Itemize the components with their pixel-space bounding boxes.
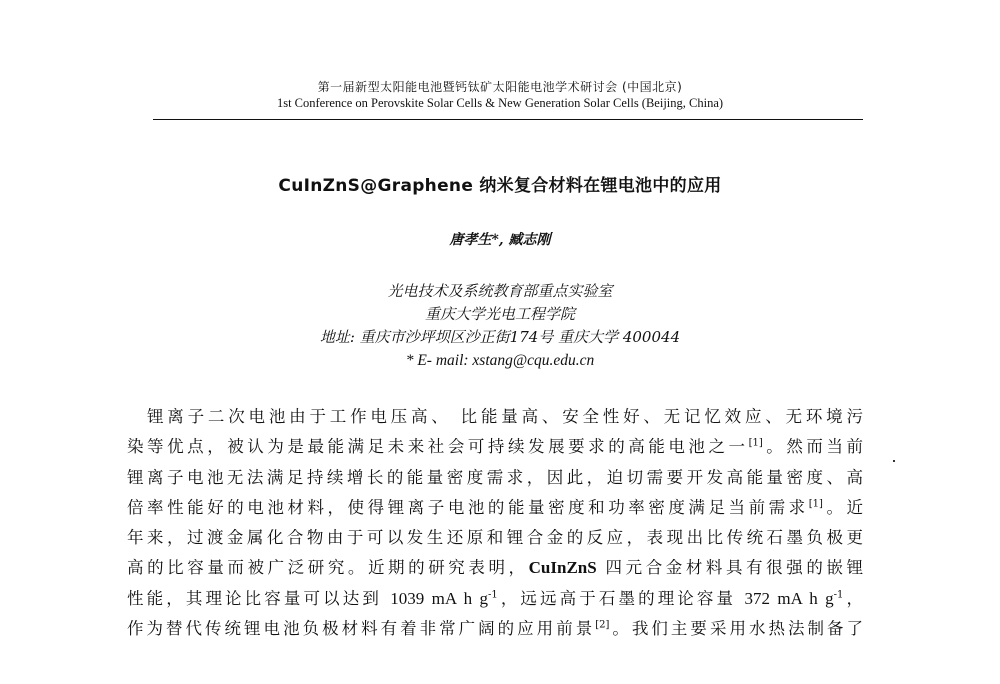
affiliation-school: 重庆大学光电工程学院 [424, 305, 575, 323]
header-rule [153, 119, 863, 120]
body-line: 性能，其理论比容量可以达到 1039 mA h $g^{-1}$，远远高于石墨的理论容量 372 mA h $g^{-1}$， [127, 588, 864, 608]
affiliation-email: * E- mail: xstang@cqu.edu.cn [405, 352, 595, 369]
authors: 唐孝生*, 臧志刚 [449, 232, 551, 248]
conference-name-en: 1st Conference on Perovskite Solar Cells & New Generation Solar Cells (Beijing, China) [276, 96, 724, 110]
citation-ref: [2] [595, 619, 610, 631]
body-line: 年来，过渡金属化合物由于可以发生还原和锂合金的反应，表现出比传统石墨负极更 [127, 528, 863, 548]
affiliation-block [0, 280, 1000, 372]
body-line: 锂离子电池无法满足持续增长的能量密度需求，因此，迫切需要开发高能量密度、高 [127, 467, 863, 487]
citation-ref: [1] [748, 437, 763, 449]
paper-title: CuInZnS@Graphene 纳米复合材料在锂电池中的应用 [278, 176, 722, 196]
scan-speck [893, 460, 895, 462]
abstract-body [127, 402, 863, 644]
body-line: 倍率性能好的电池材料，使得锂离子电池的能量密度和功率密度满足当前需求[1]。近 [127, 497, 864, 517]
body-line: 作为替代传统锂电池负极材料有着非常广阔的应用前景[2]。我们主要采用水热法制备了 [127, 619, 864, 639]
conference-header [0, 78, 1000, 111]
citation-ref: [1] [808, 498, 823, 510]
body-line: 染等优点，被认为是最能满足未来社会可持续发展要求的高能电池之一[1]。然而当前 [127, 437, 864, 457]
body-line: 高的比容量而被广泛研究。近期的研究表明，CuInZnS 四元合金材料具有很强的嵌锂 [127, 558, 864, 578]
affiliation-lab: 光电技术及系统教育部重点实验室 [387, 282, 613, 300]
conference-name-cn: 第一届新型太阳能电池暨钙钛矿太阳能电池学术研讨会 (中国北京) [317, 80, 683, 94]
body-line: 锂离子二次电池由于工作电压高、 比能量高、安全性好、无记忆效应、无环境污 [147, 407, 863, 426]
affiliation-address: 地址: 重庆市沙坪坝区沙正街174号 重庆大学 400044 [319, 328, 681, 346]
